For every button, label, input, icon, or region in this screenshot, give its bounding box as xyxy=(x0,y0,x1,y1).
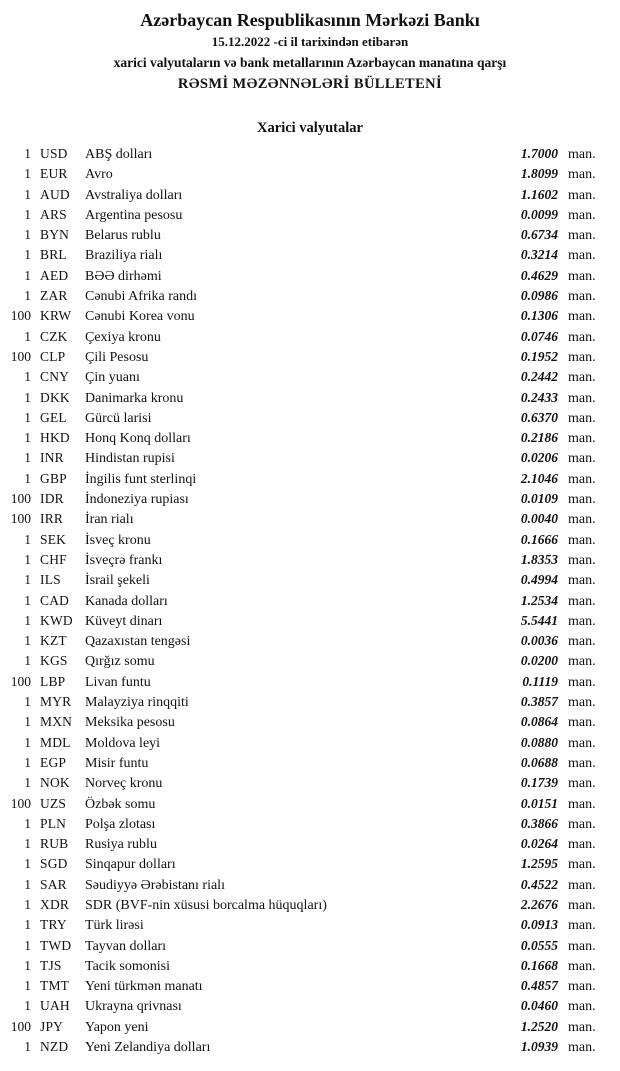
currency-code-cell: INR xyxy=(40,450,64,466)
quantity-cell: 1 xyxy=(24,166,31,182)
unit-cell: man. xyxy=(568,370,596,386)
currency-name-cell: Özbək somu xyxy=(85,796,156,812)
rate-value-cell: 0.1119 xyxy=(522,673,558,689)
table-row xyxy=(4,895,602,915)
quantity-cell: 1 xyxy=(24,409,31,425)
quantity-cell: 1 xyxy=(24,186,31,202)
quantity-cell: 1 xyxy=(24,612,31,628)
unit-cell: man. xyxy=(568,654,596,670)
unit-cell: man. xyxy=(568,147,596,162)
currency-name-cell: Çin yuanı xyxy=(85,370,140,386)
quantity-cell: 1 xyxy=(24,206,31,222)
table-row xyxy=(4,1017,602,1037)
rate-value-cell: 1.8099 xyxy=(520,166,558,182)
table-row xyxy=(4,692,602,712)
currency-name-cell: Yeni türkmən manatı xyxy=(85,979,203,995)
quantity-cell: 1 xyxy=(24,694,31,710)
currency-code-cell: HKD xyxy=(40,430,70,446)
currency-name-cell: Sinqapur dolları xyxy=(85,857,176,873)
currency-code-cell: UAH xyxy=(40,998,70,1014)
rate-value-cell: 0.0109 xyxy=(520,491,558,507)
rate-value-cell: 0.0036 xyxy=(520,633,558,649)
quantity-cell: 100 xyxy=(10,348,31,364)
table-row xyxy=(4,591,602,611)
currency-name-cell: İsveç kronu xyxy=(85,532,151,548)
rates-list xyxy=(4,144,602,1057)
currency-code-cell: CNY xyxy=(40,369,70,385)
unit-cell: man. xyxy=(568,816,596,832)
quantity-cell: 1 xyxy=(24,815,31,831)
unit-cell: man. xyxy=(568,207,596,223)
currency-name-cell: SDR (BVF-nin xüsusi borcalma hüquqları) xyxy=(85,897,327,913)
currency-name-cell: İngilis funt sterlinqi xyxy=(85,471,197,487)
quantity-cell: 1 xyxy=(24,267,31,283)
rate-value-cell: 0.0460 xyxy=(520,998,558,1014)
table-row xyxy=(4,306,602,326)
table-row xyxy=(4,976,602,996)
currency-name-cell: Türk lirəsi xyxy=(85,918,144,934)
currency-name-cell: BƏƏ dirhəmi xyxy=(85,268,162,284)
unit-cell: man. xyxy=(568,349,596,365)
table-row xyxy=(4,530,602,550)
rate-value-cell: 0.0099 xyxy=(520,206,558,222)
rate-value-cell: 2.1046 xyxy=(520,470,558,486)
quantity-cell: 1 xyxy=(24,754,31,770)
unit-cell: man. xyxy=(568,1019,596,1035)
table-row xyxy=(4,956,602,976)
table-row xyxy=(4,448,602,468)
currency-code-cell: USD xyxy=(40,146,68,161)
table-row xyxy=(4,489,602,509)
quantity-cell: 1 xyxy=(24,146,31,161)
quantity-cell: 1 xyxy=(24,450,31,466)
rate-value-cell: 0.0200 xyxy=(520,653,558,669)
unit-cell: man. xyxy=(568,471,596,487)
unit-cell: man. xyxy=(568,634,596,650)
unit-cell: man. xyxy=(568,248,596,264)
unit-cell: man. xyxy=(568,776,596,792)
rate-value-cell: 1.2534 xyxy=(520,592,558,608)
currency-code-cell: KZT xyxy=(40,633,67,649)
unit-cell: man. xyxy=(568,735,596,751)
rate-value-cell: 0.3214 xyxy=(520,247,558,263)
currency-name-cell: İsveçrə frankı xyxy=(85,552,163,568)
table-row xyxy=(4,651,602,671)
quantity-cell: 1 xyxy=(24,227,31,243)
currency-name-cell: Yapon yeni xyxy=(85,1019,149,1035)
currency-name-cell: Belarus rublu xyxy=(85,228,161,244)
quantity-cell: 1 xyxy=(24,592,31,608)
bulletin-header xyxy=(0,0,620,95)
table-row xyxy=(4,996,602,1016)
quantity-cell: 1 xyxy=(24,572,31,588)
currency-code-cell: NZD xyxy=(40,1039,69,1055)
rate-value-cell: 0.1666 xyxy=(520,531,558,547)
rate-value-cell: 0.2442 xyxy=(520,369,558,385)
quantity-cell: 1 xyxy=(24,957,31,973)
currency-name-cell: Meksika pesosu xyxy=(85,715,175,731)
quantity-cell: 1 xyxy=(24,328,31,344)
unit-cell: man. xyxy=(568,755,596,771)
table-row xyxy=(4,408,602,428)
rate-value-cell: 1.1602 xyxy=(520,186,558,202)
currency-name-cell: Küveyt dinarı xyxy=(85,613,163,629)
unit-cell: man. xyxy=(568,613,596,629)
currency-code-cell: CAD xyxy=(40,592,70,608)
currency-code-cell: IDR xyxy=(40,491,64,507)
unit-cell: man. xyxy=(568,451,596,467)
rate-value-cell: 0.0151 xyxy=(520,795,558,811)
rate-value-cell: 0.1739 xyxy=(520,775,558,791)
quantity-cell: 100 xyxy=(10,511,31,527)
rate-value-cell: 0.0040 xyxy=(520,511,558,527)
unit-cell: man. xyxy=(568,573,596,589)
quantity-cell: 1 xyxy=(24,775,31,791)
unit-cell: man. xyxy=(568,410,596,426)
currency-code-cell: TWD xyxy=(40,937,72,953)
rate-value-cell: 0.1306 xyxy=(520,308,558,324)
rate-value-cell: 0.0555 xyxy=(520,937,558,953)
currency-name-cell: Gürcü larisi xyxy=(85,410,152,426)
currency-code-cell: XDR xyxy=(40,896,70,912)
rate-value-cell: 1.0939 xyxy=(520,1039,558,1055)
currency-name-cell: İran rialı xyxy=(85,512,134,528)
unit-cell: man. xyxy=(568,918,596,934)
currency-name-cell: Danimarka kronu xyxy=(85,390,184,406)
currency-code-cell: CHF xyxy=(40,551,67,567)
currency-code-cell: ZAR xyxy=(40,288,68,304)
currency-code-cell: NOK xyxy=(40,775,70,791)
rate-value-cell: 0.3866 xyxy=(520,815,558,831)
currency-name-cell: Avstraliya dolları xyxy=(85,187,183,203)
bulletin-title: RƏSMİ MƏZƏNNƏLƏRİ BÜLLETENİ xyxy=(177,76,443,92)
currency-name-cell: Yeni Zelandiya dolları xyxy=(85,1040,211,1056)
unit-cell: man. xyxy=(568,979,596,995)
rate-value-cell: 1.2595 xyxy=(520,856,558,872)
table-row xyxy=(4,753,602,773)
quantity-cell: 100 xyxy=(10,673,31,689)
quantity-cell: 1 xyxy=(24,247,31,263)
currency-code-cell: JPY xyxy=(40,1018,64,1034)
rate-value-cell: 0.1668 xyxy=(520,957,558,973)
rate-value-cell: 0.3857 xyxy=(520,694,558,710)
currency-code-cell: AED xyxy=(40,267,69,283)
table-row xyxy=(4,469,602,489)
rate-value-cell: 0.6370 xyxy=(520,409,558,425)
currency-code-cell: AUD xyxy=(40,186,70,202)
currency-name-cell: Honq Konq dolları xyxy=(85,431,191,447)
currency-name-cell: Ukrayna qrivnası xyxy=(85,999,182,1015)
currency-name-cell: Avro xyxy=(85,167,113,183)
quantity-cell: 1 xyxy=(24,369,31,385)
currency-code-cell: TJS xyxy=(40,957,62,973)
table-row xyxy=(4,144,602,164)
rate-value-cell: 1.2520 xyxy=(520,1018,558,1034)
currency-name-cell: Tayvan dolları xyxy=(85,938,167,954)
quantity-cell: 100 xyxy=(10,491,31,507)
currency-name-cell: Polşa zlotası xyxy=(85,816,156,832)
unit-cell: man. xyxy=(568,695,596,711)
currency-name-cell: Səudiyyə Ərəbistanı rialı xyxy=(85,877,225,893)
quantity-cell: 1 xyxy=(24,531,31,547)
unit-cell: man. xyxy=(568,897,596,913)
table-row xyxy=(4,854,602,874)
quantity-cell: 1 xyxy=(24,470,31,486)
table-row xyxy=(4,733,602,753)
currency-name-cell: İndoneziya rupiası xyxy=(85,492,189,508)
unit-cell: man. xyxy=(568,492,596,508)
unit-cell: man. xyxy=(568,999,596,1015)
quantity-cell: 1 xyxy=(24,714,31,730)
table-row xyxy=(4,814,602,834)
currency-code-cell: GBP xyxy=(40,470,67,486)
quantity-cell: 1 xyxy=(24,896,31,912)
currency-name-cell: Tacik somonisi xyxy=(85,958,170,974)
unit-cell: man. xyxy=(568,187,596,203)
unit-cell: man. xyxy=(568,431,596,447)
unit-cell: man. xyxy=(568,552,596,568)
currency-code-cell: RUB xyxy=(40,836,69,852)
currency-code-cell: KRW xyxy=(40,308,72,324)
unit-cell: man. xyxy=(568,390,596,406)
unit-cell: man. xyxy=(568,674,596,690)
rate-value-cell: 0.2433 xyxy=(520,389,558,405)
currency-name-cell: Malayziya rinqqiti xyxy=(85,695,189,711)
table-row xyxy=(4,936,602,956)
quantity-cell: 1 xyxy=(24,917,31,933)
rate-value-cell: 0.0746 xyxy=(520,328,558,344)
currency-name-cell: Cənubi Afrika randı xyxy=(85,289,197,305)
quantity-cell: 1 xyxy=(24,856,31,872)
rate-value-cell: 0.4994 xyxy=(520,572,558,588)
currency-code-cell: MXN xyxy=(40,714,73,730)
currency-name-cell: Cənubi Korea vonu xyxy=(85,309,195,325)
currency-code-cell: SEK xyxy=(40,531,67,547)
table-row xyxy=(4,570,602,590)
currency-name-cell: İsrail şekeli xyxy=(85,573,150,589)
currency-code-cell: MDL xyxy=(40,734,71,750)
quantity-cell: 1 xyxy=(24,633,31,649)
table-row xyxy=(4,327,602,347)
table-row xyxy=(4,834,602,854)
rate-value-cell: 0.1952 xyxy=(520,348,558,364)
table-row xyxy=(4,794,602,814)
table-row xyxy=(4,388,602,408)
currency-code-cell: CLP xyxy=(40,348,66,364)
currency-code-cell: BYN xyxy=(40,227,70,243)
currency-name-cell: Braziliya rialı xyxy=(85,248,163,264)
unit-cell: man. xyxy=(568,837,596,853)
table-row xyxy=(4,631,602,651)
table-row xyxy=(4,245,602,265)
rate-value-cell: 1.8353 xyxy=(520,551,558,567)
currency-code-cell: GEL xyxy=(40,409,67,425)
page-title: Azərbaycan Respublikasının Mərkəzi Bankı xyxy=(140,10,480,30)
currency-name-cell: Norveç kronu xyxy=(85,776,163,792)
rate-value-cell: 0.4629 xyxy=(520,267,558,283)
currency-code-cell: EGP xyxy=(40,754,67,770)
quantity-cell: 1 xyxy=(24,876,31,892)
rate-value-cell: 0.0864 xyxy=(520,714,558,730)
quantity-cell: 1 xyxy=(24,978,31,994)
unit-cell: man. xyxy=(568,309,596,325)
currency-code-cell: PLN xyxy=(40,815,67,831)
table-row xyxy=(4,347,602,367)
currency-code-cell: ILS xyxy=(40,572,61,588)
unit-cell: man. xyxy=(568,167,596,183)
rate-value-cell: 0.6734 xyxy=(520,227,558,243)
unit-cell: man. xyxy=(568,958,596,974)
rate-value-cell: 5.5441 xyxy=(520,612,558,628)
currency-name-cell: Livan funtu xyxy=(85,674,151,690)
currency-name-cell: Qırğız somu xyxy=(85,654,155,670)
unit-cell: man. xyxy=(568,289,596,305)
table-row xyxy=(4,286,602,306)
unit-cell: man. xyxy=(568,512,596,528)
currency-code-cell: BRL xyxy=(40,247,67,263)
rate-value-cell: 0.0986 xyxy=(520,288,558,304)
table-row xyxy=(4,672,602,692)
quantity-cell: 1 xyxy=(24,430,31,446)
currency-name-cell: Çili Pesosu xyxy=(85,349,149,365)
currency-name-cell: Çexiya kronu xyxy=(85,329,161,345)
currency-code-cell: KGS xyxy=(40,653,68,669)
currency-code-cell: MYR xyxy=(40,694,72,710)
table-row xyxy=(4,773,602,793)
rate-value-cell: 0.2186 xyxy=(520,430,558,446)
currency-code-cell: LBP xyxy=(40,673,66,689)
quantity-cell: 100 xyxy=(10,795,31,811)
quantity-cell: 1 xyxy=(24,998,31,1014)
currency-name-cell: Argentina pesosu xyxy=(85,207,183,223)
section-title-foreign-currencies: Xarici valyutalar xyxy=(257,120,363,136)
table-row xyxy=(4,550,602,570)
unit-cell: man. xyxy=(568,329,596,345)
table-row xyxy=(4,266,602,286)
rate-value-cell: 0.4857 xyxy=(520,978,558,994)
unit-cell: man. xyxy=(568,1040,596,1056)
currency-code-cell: ARS xyxy=(40,206,67,222)
rate-value-cell: 1.7000 xyxy=(520,146,558,161)
quantity-cell: 1 xyxy=(24,389,31,405)
table-row xyxy=(4,428,602,448)
rate-value-cell: 2.2676 xyxy=(520,896,558,912)
table-row xyxy=(4,509,602,529)
currency-code-cell: SGD xyxy=(40,856,68,872)
quantity-cell: 1 xyxy=(24,1039,31,1055)
currency-name-cell: Rusiya rublu xyxy=(85,837,157,853)
rate-value-cell: 0.0880 xyxy=(520,734,558,750)
table-row xyxy=(4,611,602,631)
unit-cell: man. xyxy=(568,593,596,609)
quantity-cell: 1 xyxy=(24,653,31,669)
unit-cell: man. xyxy=(568,532,596,548)
table-row xyxy=(4,712,602,732)
unit-cell: man. xyxy=(568,938,596,954)
quantity-cell: 100 xyxy=(10,308,31,324)
table-row xyxy=(4,205,602,225)
currency-code-cell: EUR xyxy=(40,166,68,182)
currency-name-cell: Misir funtu xyxy=(85,755,149,771)
effective-date-line: 15.12.2022 -ci il tarixindən etibarən xyxy=(211,34,409,49)
rate-value-cell: 0.0913 xyxy=(520,917,558,933)
quantity-cell: 1 xyxy=(24,734,31,750)
table-row xyxy=(4,164,602,184)
currency-code-cell: DKK xyxy=(40,389,70,405)
table-row xyxy=(4,225,602,245)
unit-cell: man. xyxy=(568,715,596,731)
currency-name-cell: Moldova leyi xyxy=(85,735,161,751)
quantity-cell: 1 xyxy=(24,551,31,567)
currency-code-cell: KWD xyxy=(40,612,73,628)
rate-value-cell: 0.0206 xyxy=(520,450,558,466)
currency-name-cell: ABŞ dolları xyxy=(85,147,153,162)
rate-value-cell: 0.0264 xyxy=(520,836,558,852)
unit-cell: man. xyxy=(568,857,596,873)
currency-name-cell: Qazaxıstan tengəsi xyxy=(85,634,191,650)
currency-code-cell: UZS xyxy=(40,795,67,811)
currency-code-cell: SAR xyxy=(40,876,67,892)
unit-cell: man. xyxy=(568,228,596,244)
table-row xyxy=(4,367,602,387)
unit-cell: man. xyxy=(568,796,596,812)
quantity-cell: 100 xyxy=(10,1018,31,1034)
currency-code-cell: IRR xyxy=(40,511,64,527)
currency-code-cell: TMT xyxy=(40,978,70,994)
table-row xyxy=(4,915,602,935)
unit-cell: man. xyxy=(568,268,596,284)
quantity-cell: 1 xyxy=(24,836,31,852)
table-row xyxy=(4,875,602,895)
rate-value-cell: 0.0688 xyxy=(520,754,558,770)
quantity-cell: 1 xyxy=(24,937,31,953)
subtitle-line: xarici valyutaların və bank metallarının Azərbaycan manatına qarşı xyxy=(113,55,507,70)
quantity-cell: 1 xyxy=(24,288,31,304)
table-row xyxy=(4,1037,602,1057)
currency-code-cell: TRY xyxy=(40,917,67,933)
unit-cell: man. xyxy=(568,877,596,893)
currency-code-cell: CZK xyxy=(40,328,68,344)
rate-value-cell: 0.4522 xyxy=(520,876,558,892)
table-row xyxy=(4,185,602,205)
currency-name-cell: Hindistan rupisi xyxy=(85,451,175,467)
currency-name-cell: Kanada dolları xyxy=(85,593,168,609)
